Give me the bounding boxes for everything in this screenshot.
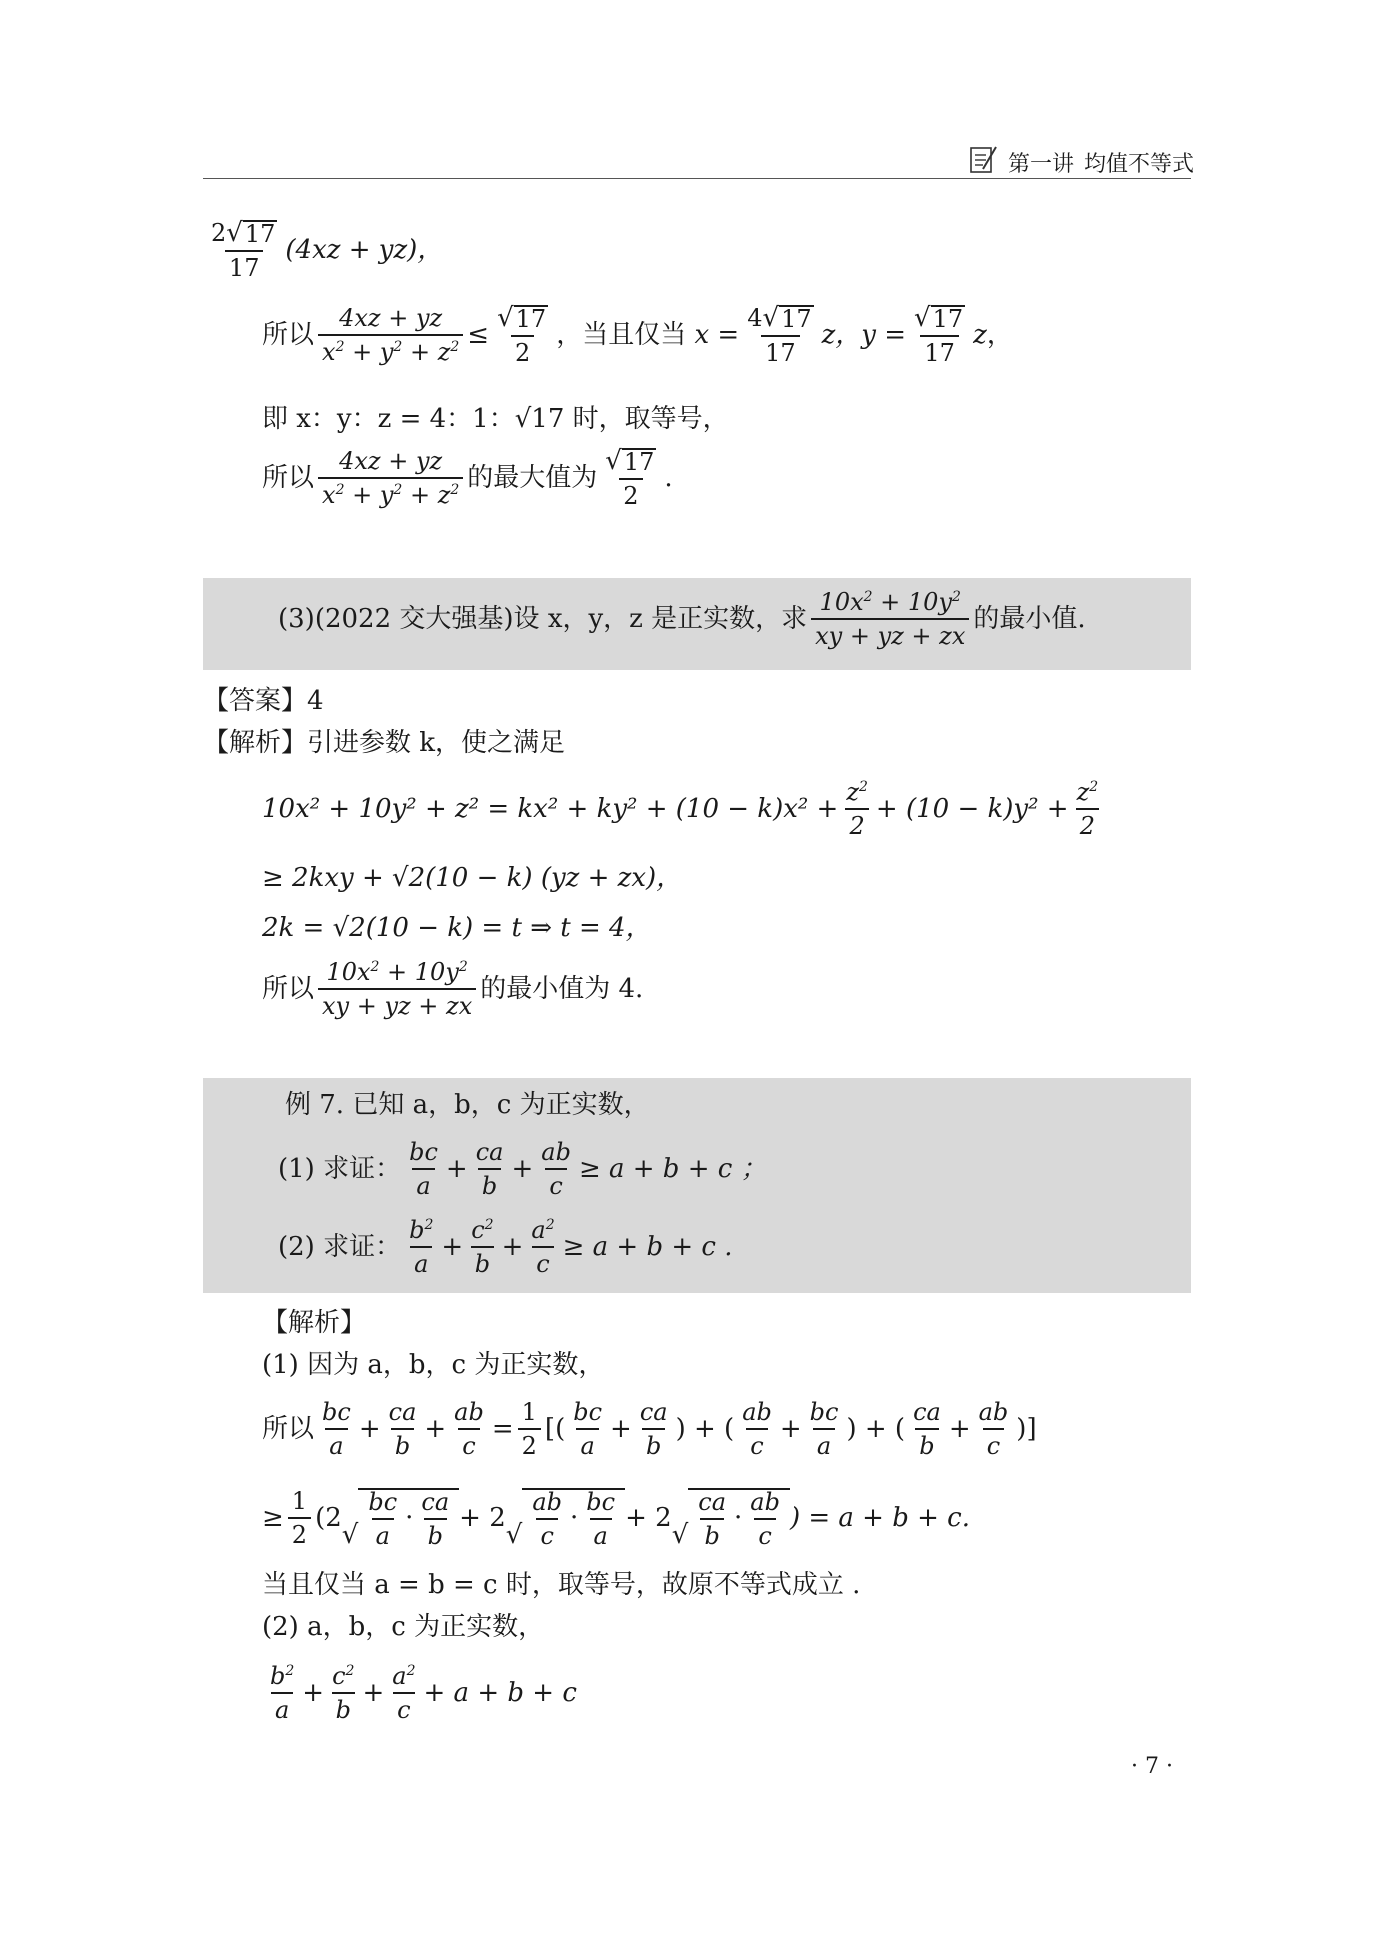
analysis-7-step1: (1) 因为 a，b，c 为正实数， <box>262 1350 605 1380</box>
header-rule <box>203 178 1191 179</box>
analysis-7-step3: ≥ $\frac{1}{2}$ (2 √ $\frac{bc}{a}$ · $\frac{ca}{b}$ + 2 √ $\frac{ab}{c}$ · $\frac{bc}{a}$ + 2 √ $\frac{ca}{b}$ · $\frac{ab}{c}$ ) = a + b + c. <box>262 1487 971 1550</box>
page-number: · 7 · <box>1131 1754 1173 1779</box>
example-7-part2: (2) 求证： $\frac{b^2}{a}$ + $\frac{c^2}{b}$ + $\frac{a^2}{c}$ ≥ a + b + c . <box>278 1216 733 1278</box>
analysis-7-step6: $\frac{b^2}{a}$ + $\frac{c^2}{b}$ + $\frac{a^2}{c}$ + a + b + c <box>270 1662 577 1724</box>
analysis-3-eq2: ≥ 2kxy + √2(10 − k) (yz + zx)， <box>262 863 683 893</box>
answer-value: 4 <box>307 686 324 716</box>
example-7-title: 例 7. 已知 a，b，c 为正实数， <box>285 1090 650 1120</box>
analysis-7-label: 【解析】 <box>262 1308 367 1338</box>
lecture-title: 均值不等式 <box>1083 151 1194 177</box>
problem-3-statement: (3)(2022 交大强基)设 x，y，z 是正实数，求 $\frac{10x^2 + 10y^2}{xy + yz + zx}$ 的最小值. <box>278 588 1086 650</box>
analysis-3-eq1: 10x² + 10y² + z² = kx² + ky² + (10 − k)x² + $\frac{z^2}{2}$ + (10 − k)y² + $\frac{z^2}{2}$ <box>262 778 1099 840</box>
analysis-7-step4: 当且仅当 a = b = c 时，取等号，故原不等式成立 . <box>262 1570 861 1600</box>
running-header <box>968 143 1194 181</box>
note-edit-icon <box>968 143 998 181</box>
analysis-3-eq3: 2k = √2(10 − k) = t ⇒ t = 4， <box>262 913 652 943</box>
answer-3 <box>203 688 324 714</box>
example-7-part1: (1) 求证： $\frac{bc}{a}$ + $\frac{ca}{b}$ + $\frac{ab}{c}$ ≥ a + b + c ； <box>278 1138 767 1200</box>
max-value-line: 所以 $\frac{4xz + yz}{x^2 + y^2 + z^2}$ 的最大值为 √ 17 2 . <box>262 446 673 510</box>
analysis-3-conclusion: 所以 $\frac{10x^2 + 10y^2}{xy + yz + zx}$ 的最小值为 4. <box>262 958 644 1020</box>
answer-label: 【答案】 <box>203 686 308 716</box>
bound-line: 所以 $\frac{4xz + yz}{x^2 + y^2 + z^2}$ ≤ √ 17 2 ，当且仅当 x = 4 √ 17 17 z，y = √ 17 17 z ， <box>262 303 1013 367</box>
analysis-3-intro: 【解析】 引进参数 k，使之满足 <box>203 728 566 758</box>
analysis-7-step5: (2) a，b，c 为正实数， <box>262 1612 545 1642</box>
equality-condition: 即 x：y：z = 4：1：√17 时，取等号， <box>262 404 729 434</box>
analysis-7-step2: 所以 $\frac{bc}{a}$ + $\frac{ca}{b}$ + $\frac{ab}{c}$ = $\frac{1}{2}$ [( $\frac{bc}{a}$ + $\frac{ca}{b}$ ) + ( $\frac{ab}{c}$ + $\frac{bc}{a}$ ) + ( $\frac{ca}{b}$ + $\frac{ab}{c}$ )] <box>262 1398 1037 1460</box>
continued-expression: 2 √ 17 17 (4xz + yz)， <box>211 218 444 282</box>
lecture-number: 第一讲 <box>1007 151 1074 177</box>
